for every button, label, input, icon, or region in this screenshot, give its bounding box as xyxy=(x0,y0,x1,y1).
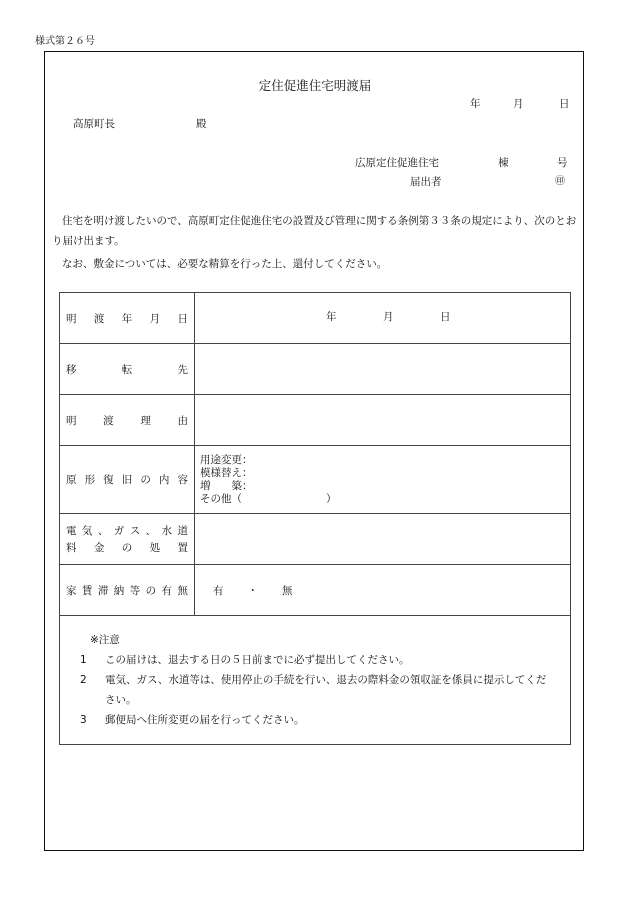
seal-mark: ㊞ xyxy=(555,176,565,187)
arrears-separator: ・ xyxy=(247,584,258,597)
header-year: 年 xyxy=(470,98,481,110)
housing-room-unit: 号 xyxy=(557,157,568,169)
note-number: 2 xyxy=(80,674,87,686)
note-text: 郵便局へ住所変更の届を行ってください。 xyxy=(105,714,305,726)
row-utility xyxy=(60,514,571,565)
row-new-address xyxy=(60,344,571,395)
row-vacate-reason xyxy=(60,395,571,446)
header-day: 日 xyxy=(559,98,570,110)
note-number: 1 xyxy=(80,654,87,666)
label-vacate-reason: 明 渡 理 由 xyxy=(60,395,195,446)
label-utility: 電 気 、 ガ ス 、 水 道 料 金 の 処 置 xyxy=(60,514,195,565)
restoration-extension: 増 築： xyxy=(200,479,253,492)
vacate-form-table xyxy=(59,292,571,745)
note-number: 3 xyxy=(80,714,87,726)
housing-building-unit: 棟 xyxy=(498,157,509,169)
note-text: この届けは、退去する日の５日前までに必ず提出してください。 xyxy=(105,654,410,666)
addressee-honorific: 殿 xyxy=(196,118,207,130)
field-vacate-reason[interactable] xyxy=(195,395,571,446)
arrears-yes-option[interactable]: 有 xyxy=(213,584,224,597)
form-number: 様式第２６号 xyxy=(35,36,95,47)
header-month: 月 xyxy=(513,98,524,110)
note-item xyxy=(76,650,554,670)
field-rent-arrears xyxy=(195,565,571,616)
field-vacate-date[interactable] xyxy=(195,293,571,344)
vacate-day-unit: 日 xyxy=(440,311,451,323)
notes-section xyxy=(60,616,571,745)
row-restoration xyxy=(60,446,571,514)
row-notes xyxy=(60,616,571,745)
vacate-year-unit: 年 xyxy=(326,311,337,323)
label-restoration: 原 形 復 旧 の 内 容 xyxy=(60,446,195,514)
field-restoration[interactable] xyxy=(195,446,571,514)
label-rent-arrears: 家 賃 滞 納 等 の 有 無 xyxy=(60,565,195,616)
restoration-remodel: 模様替え： xyxy=(200,466,253,479)
arrears-no-option[interactable]: 無 xyxy=(282,584,293,597)
row-rent-arrears xyxy=(60,565,571,616)
housing-label: 広原定住促進住宅 xyxy=(355,157,439,169)
label-vacate-date: 明 渡 年 月 日 xyxy=(60,293,195,344)
notes-heading: ※注意 xyxy=(90,634,120,646)
addressee-name: 高原町長 xyxy=(73,118,115,130)
body-paragraph-2: なお、敷金については、必要な精算を行った上、還付してください。 xyxy=(62,258,388,270)
note-item xyxy=(76,670,554,710)
restoration-other: その他（ ） xyxy=(200,492,337,505)
row-vacate-date xyxy=(60,293,571,344)
field-utility[interactable] xyxy=(195,514,571,565)
form-title: 定住促進住宅明渡届 xyxy=(258,78,372,93)
label-new-address: 移 転 先 xyxy=(60,344,195,395)
body-paragraph-1: 住宅を明け渡したいので、高原町定住促進住宅の設置及び管理に関する条例第３３条の規定により、次のとおり届け出ます。 xyxy=(52,215,577,247)
vacate-month-unit: 月 xyxy=(383,311,394,323)
field-new-address[interactable] xyxy=(195,344,571,395)
note-item xyxy=(76,710,554,730)
restoration-use-change: 用途変更： xyxy=(200,453,253,466)
note-text: 電気、ガス、水道等は、使用停止の手続を行い、退去の際料金の領収証を係員に提示してください。 xyxy=(105,674,547,706)
applicant-label: 届出者 xyxy=(410,176,442,188)
